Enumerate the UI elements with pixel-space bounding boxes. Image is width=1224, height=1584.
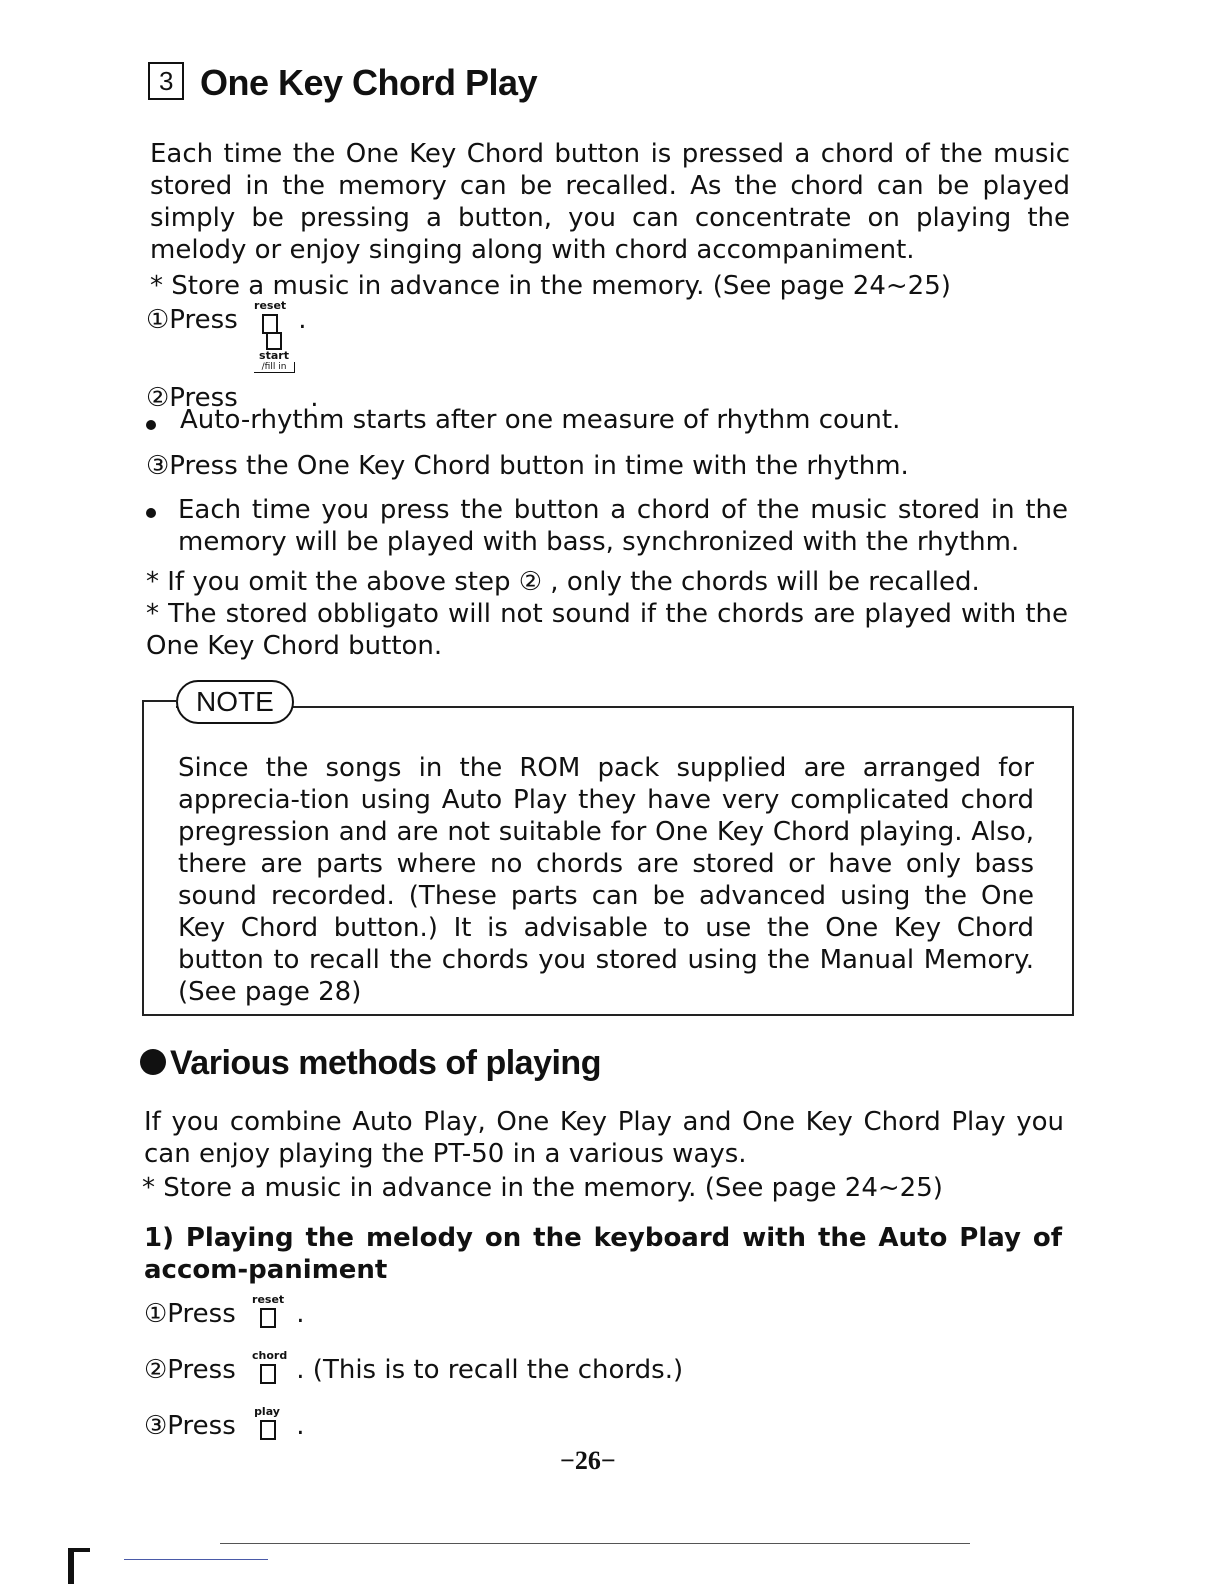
chord-key-icon <box>252 1349 288 1386</box>
section-2-heading <box>140 1044 601 1083</box>
note-label: NOTE <box>176 680 294 724</box>
step-1-label: ①Press <box>146 305 238 335</box>
step-1: ①Press reset . <box>146 299 307 335</box>
footer-rule-blue <box>124 1559 268 1560</box>
section-2-intro: If you combine Auto Play, One Key Play and One Key Chord Play you can enjoy playing the PT-50 in a various ways. <box>144 1107 1064 1169</box>
store-note: * Store a music in advance in the memory. (See page 24~25) <box>150 271 951 301</box>
bullet-auto-rhythm: Auto-rhythm starts after one measure of rhythm count. <box>180 405 901 435</box>
bullet-dot <box>146 502 156 521</box>
bullet-each-time: Each time you press the button a chord of the music stored in the memory will be played with bass, synchronized with the rhythm. <box>178 495 1068 557</box>
method-1-title: 1) Playing the melody on the keyboard with the Auto Play of accom-paniment <box>144 1223 1062 1285</box>
step-2: ②Press start /fill in . <box>146 358 319 414</box>
section-2-store-note: * Store a music in advance in the memory. (See page 24~25) <box>142 1173 943 1203</box>
page-number: −26− <box>560 1446 616 1475</box>
method-1-step-2 <box>144 1349 684 1386</box>
section-2-title: Various methods of playing <box>170 1044 601 1082</box>
method-1-step-1: ①Press reset . <box>144 1293 305 1329</box>
method-1-step-3-label: ③Press <box>144 1411 236 1441</box>
method-1-step-2-label: ②Press <box>144 1355 236 1385</box>
bullet-icon <box>140 1049 166 1075</box>
method-1-step-3: ③Press play . <box>144 1405 305 1441</box>
play-key-label: play <box>254 1405 280 1418</box>
start-key-label: start <box>259 349 289 362</box>
step-3: ③Press the One Key Chord button in time with the rhythm. <box>146 451 909 481</box>
note-text: Since the songs in the ROM pack supplied are arranged for apprecia-tion using Auto Play they have very complicated chord pregression and are not suitable for One Key Chord playing. Also, there are parts where no chords are stored or have only bass sound recorded. (These parts can be advanced using the One Key Chord button.) It is advisable to use the One Key Chord button to recall the chords you stored using the Manual Memory. (See page 28) <box>178 753 1034 1007</box>
scan-mark <box>68 1548 90 1552</box>
start-key-sublabel: /fill in <box>254 362 295 373</box>
play-key-icon <box>252 1405 282 1442</box>
step-2-label: ②Press <box>146 383 238 413</box>
section-intro: Each time the One Key Chord button is pressed a chord of the music stored in the memory can be recalled. As the chord can be played simply be pressing a button, you can concentrate on playing the melody or enjoy singing along with chord accompaniment. <box>150 139 1070 265</box>
footer-rule <box>220 1543 970 1544</box>
section-title: One Key Chord Play <box>200 62 538 103</box>
bullet-dot <box>146 414 156 433</box>
method-1-step-2-suffix: . (This is to recall the chords.) <box>296 1355 684 1385</box>
start-key-icon <box>252 332 296 388</box>
star-note-1: * If you omit the above step ② , only the chords will be recalled. <box>146 567 980 597</box>
star-note-2: * The stored obbligato will not sound if the chords are played with the One Key Chord button. <box>146 599 1068 661</box>
reset-key-label: reset <box>252 1293 285 1306</box>
scan-mark <box>68 1548 74 1584</box>
reset-key-label: reset <box>254 299 287 312</box>
chord-key-label: chord <box>252 1349 288 1362</box>
method-1-step-1-label: ①Press <box>144 1299 236 1329</box>
reset-key-icon <box>252 1293 285 1330</box>
section-heading <box>148 62 537 104</box>
section-number: 3 <box>148 62 184 100</box>
